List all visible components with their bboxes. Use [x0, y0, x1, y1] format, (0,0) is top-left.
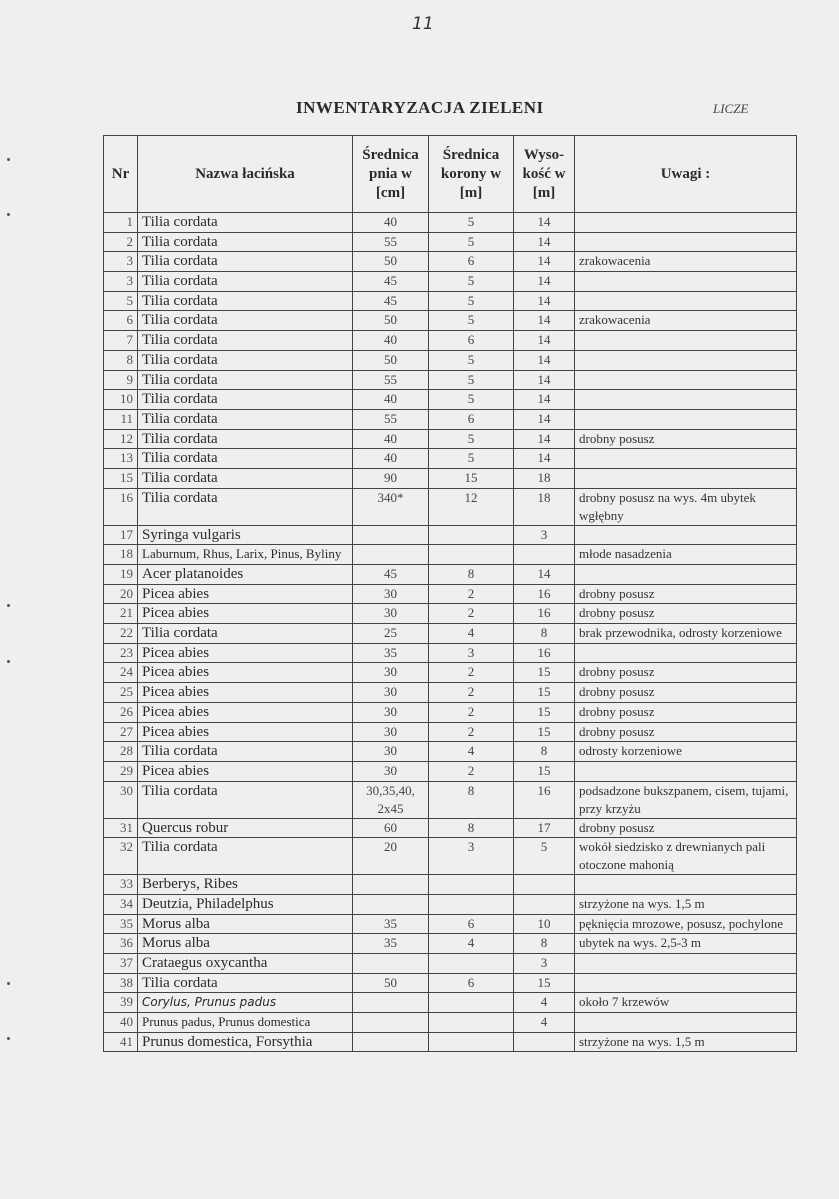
- cell-height: 17: [514, 818, 575, 838]
- cell-height: 14: [514, 350, 575, 370]
- cell-remarks: [575, 409, 797, 429]
- cell-crown-diameter: 5: [429, 291, 514, 311]
- cell-trunk-diameter: 40: [353, 390, 429, 410]
- cell-trunk-diameter: 45: [353, 565, 429, 585]
- header-trunk-diameter: Średnica pnia w [cm]: [353, 136, 429, 213]
- cell-latin-name: Tilia cordata: [138, 370, 353, 390]
- table-row: [104, 954, 797, 974]
- cell-trunk-diameter: 90: [353, 468, 429, 488]
- cell-height: 16: [514, 643, 575, 663]
- cell-latin-name: Morus alba: [138, 934, 353, 954]
- cell-height: 4: [514, 993, 575, 1013]
- table-row: [104, 875, 797, 895]
- cell-nr: 39: [104, 993, 138, 1013]
- table-row: [104, 232, 797, 252]
- cell-height: 16: [514, 781, 575, 818]
- table-row: [104, 350, 797, 370]
- cell-remarks: drobny posusz: [575, 429, 797, 449]
- cell-latin-name: Picea abies: [138, 663, 353, 683]
- margin-mark: [7, 982, 10, 985]
- cell-nr: 10: [104, 390, 138, 410]
- cell-crown-diameter: 5: [429, 232, 514, 252]
- cell-latin-name: Prunus domestica, Forsythia: [138, 1032, 353, 1052]
- table-row: [104, 272, 797, 292]
- cell-height: 15: [514, 761, 575, 781]
- cell-latin-name: Prunus padus, Prunus domestica: [138, 1013, 353, 1033]
- cell-latin-name: Tilia cordata: [138, 449, 353, 469]
- cell-remarks: odrosty korzeniowe: [575, 742, 797, 762]
- cell-crown-diameter: 8: [429, 818, 514, 838]
- cell-height: [514, 1032, 575, 1052]
- table-row: [104, 761, 797, 781]
- cell-remarks: około 7 krzewów: [575, 993, 797, 1013]
- cell-nr: 7: [104, 331, 138, 351]
- cell-height: 3: [514, 525, 575, 545]
- cell-trunk-diameter: 60: [353, 818, 429, 838]
- cell-trunk-diameter: 30: [353, 761, 429, 781]
- cell-remarks: młode nasadzenia: [575, 545, 797, 565]
- cell-trunk-diameter: 40: [353, 331, 429, 351]
- cell-crown-diameter: 5: [429, 449, 514, 469]
- cell-crown-diameter: 8: [429, 565, 514, 585]
- cell-trunk-diameter: [353, 875, 429, 895]
- cell-nr: 25: [104, 683, 138, 703]
- cell-nr: 30: [104, 781, 138, 818]
- cell-nr: 19: [104, 565, 138, 585]
- cell-trunk-diameter: 35: [353, 914, 429, 934]
- cell-latin-name: Picea abies: [138, 683, 353, 703]
- cell-remarks: strzyżone na wys. 1,5 m: [575, 894, 797, 914]
- cell-crown-diameter: [429, 545, 514, 565]
- document-title: INWENTARYZACJA ZIELENI: [296, 98, 544, 117]
- cell-trunk-diameter: 55: [353, 232, 429, 252]
- margin-mark: [7, 660, 10, 663]
- table-row: [104, 409, 797, 429]
- cell-latin-name: Deutzia, Philadelphus: [138, 894, 353, 914]
- cell-height: 15: [514, 702, 575, 722]
- cell-nr: 20: [104, 584, 138, 604]
- table-row: [104, 1032, 797, 1052]
- cell-height: 14: [514, 311, 575, 331]
- cell-crown-diameter: [429, 954, 514, 974]
- table-row: [104, 722, 797, 742]
- cell-remarks: drobny posusz: [575, 702, 797, 722]
- cell-nr: 36: [104, 934, 138, 954]
- cell-trunk-diameter: 50: [353, 252, 429, 272]
- cell-nr: 12: [104, 429, 138, 449]
- cell-trunk-diameter: [353, 1032, 429, 1052]
- cell-crown-diameter: [429, 894, 514, 914]
- table-row: [104, 252, 797, 272]
- cell-latin-name: Crataegus oxycantha: [138, 954, 353, 974]
- cell-trunk-diameter: 55: [353, 409, 429, 429]
- cell-height: 15: [514, 722, 575, 742]
- cell-nr: 9: [104, 370, 138, 390]
- table-row: [104, 702, 797, 722]
- cell-trunk-diameter: 20: [353, 838, 429, 875]
- cell-latin-name: Tilia cordata: [138, 468, 353, 488]
- header-remarks: Uwagi :: [575, 136, 797, 213]
- table-row: [104, 818, 797, 838]
- table-row: [104, 311, 797, 331]
- cell-latin-name: Laburnum, Rhus, Larix, Pinus, Byliny: [138, 545, 353, 565]
- cell-nr: 33: [104, 875, 138, 895]
- cell-height: 10: [514, 914, 575, 934]
- cell-trunk-diameter: 30: [353, 683, 429, 703]
- cell-latin-name: Tilia cordata: [138, 350, 353, 370]
- cell-height: 14: [514, 213, 575, 233]
- table-row: [104, 488, 797, 525]
- cell-remarks: [575, 390, 797, 410]
- cell-latin-name: Picea abies: [138, 702, 353, 722]
- cell-crown-diameter: 6: [429, 914, 514, 934]
- cell-trunk-diameter: 40: [353, 213, 429, 233]
- cell-crown-diameter: [429, 1013, 514, 1033]
- table-row: [104, 604, 797, 624]
- cell-trunk-diameter: 30: [353, 584, 429, 604]
- cell-trunk-diameter: 30: [353, 722, 429, 742]
- cell-trunk-diameter: 50: [353, 973, 429, 993]
- cell-trunk-diameter: 50: [353, 311, 429, 331]
- cell-crown-diameter: 5: [429, 370, 514, 390]
- cell-height: 16: [514, 604, 575, 624]
- table-row: [104, 973, 797, 993]
- cell-remarks: [575, 291, 797, 311]
- cell-nr: 16: [104, 488, 138, 525]
- cell-nr: 11: [104, 409, 138, 429]
- cell-remarks: [575, 565, 797, 585]
- cell-trunk-diameter: 35: [353, 934, 429, 954]
- cell-remarks: [575, 232, 797, 252]
- cell-crown-diameter: 12: [429, 488, 514, 525]
- table-row: [104, 683, 797, 703]
- cell-trunk-diameter: 25: [353, 624, 429, 644]
- cell-trunk-diameter: 55: [353, 370, 429, 390]
- cell-height: 3: [514, 954, 575, 974]
- cell-crown-diameter: 5: [429, 350, 514, 370]
- cell-remarks: [575, 643, 797, 663]
- cell-trunk-diameter: [353, 894, 429, 914]
- cell-crown-diameter: [429, 993, 514, 1013]
- cell-remarks: ubytek na wys. 2,5-3 m: [575, 934, 797, 954]
- cell-latin-name: Acer platanoides: [138, 565, 353, 585]
- cell-nr: 17: [104, 525, 138, 545]
- table-row: [104, 449, 797, 469]
- table-row: [104, 213, 797, 233]
- cell-crown-diameter: 5: [429, 311, 514, 331]
- cell-remarks: drobny posusz na wys. 4m ubytek wgłębny: [575, 488, 797, 525]
- cell-trunk-diameter: 45: [353, 272, 429, 292]
- cell-height: 18: [514, 488, 575, 525]
- cell-trunk-diameter: 30: [353, 663, 429, 683]
- header-nr: Nr: [104, 136, 138, 213]
- table-row: [104, 643, 797, 663]
- cell-nr: 38: [104, 973, 138, 993]
- table-row: [104, 781, 797, 818]
- cell-crown-diameter: 8: [429, 781, 514, 818]
- header-latin-name: Nazwa łacińska: [138, 136, 353, 213]
- cell-latin-name: Syringa vulgaris: [138, 525, 353, 545]
- cell-trunk-diameter: 30: [353, 604, 429, 624]
- cell-height: 14: [514, 409, 575, 429]
- cell-latin-name: Tilia cordata: [138, 232, 353, 252]
- cell-crown-diameter: 6: [429, 331, 514, 351]
- cell-trunk-diameter: 340*: [353, 488, 429, 525]
- cell-crown-diameter: 5: [429, 390, 514, 410]
- cell-height: 18: [514, 468, 575, 488]
- cell-height: 14: [514, 252, 575, 272]
- cell-remarks: [575, 761, 797, 781]
- cell-remarks: [575, 350, 797, 370]
- cell-remarks: [575, 213, 797, 233]
- cell-remarks: [575, 370, 797, 390]
- table-row: [104, 545, 797, 565]
- cell-nr: 26: [104, 702, 138, 722]
- margin-mark: [7, 1037, 10, 1040]
- cell-latin-name: Tilia cordata: [138, 429, 353, 449]
- cell-remarks: pęknięcia mrozowe, posusz, pochylone: [575, 914, 797, 934]
- margin-mark: [7, 604, 10, 607]
- cell-crown-diameter: 2: [429, 683, 514, 703]
- cell-crown-diameter: 5: [429, 213, 514, 233]
- cell-latin-name: Tilia cordata: [138, 390, 353, 410]
- cell-height: [514, 894, 575, 914]
- cell-remarks: drobny posusz: [575, 683, 797, 703]
- cell-crown-diameter: 6: [429, 409, 514, 429]
- cell-nr: 34: [104, 894, 138, 914]
- table-row: [104, 742, 797, 762]
- cell-remarks: drobny posusz: [575, 722, 797, 742]
- cell-crown-diameter: 4: [429, 742, 514, 762]
- cell-crown-diameter: 5: [429, 272, 514, 292]
- cell-latin-name: Tilia cordata: [138, 781, 353, 818]
- cell-latin-name: Tilia cordata: [138, 331, 353, 351]
- cell-crown-diameter: 3: [429, 838, 514, 875]
- cell-height: 8: [514, 742, 575, 762]
- cell-nr: 3: [104, 252, 138, 272]
- cell-crown-diameter: 2: [429, 761, 514, 781]
- cell-latin-name: Quercus robur: [138, 818, 353, 838]
- cell-trunk-diameter: [353, 545, 429, 565]
- cell-trunk-diameter: 30: [353, 702, 429, 722]
- cell-remarks: [575, 468, 797, 488]
- table-row: [104, 331, 797, 351]
- cell-height: 14: [514, 449, 575, 469]
- cell-remarks: drobny posusz: [575, 818, 797, 838]
- cell-crown-diameter: 4: [429, 624, 514, 644]
- cell-remarks: [575, 525, 797, 545]
- table-row: [104, 565, 797, 585]
- cell-latin-name: Berberys, Ribes: [138, 875, 353, 895]
- cell-height: 4: [514, 1013, 575, 1033]
- cell-remarks: zrakowacenia: [575, 311, 797, 331]
- cell-latin-name: Tilia cordata: [138, 252, 353, 272]
- cell-crown-diameter: 2: [429, 604, 514, 624]
- cell-nr: 37: [104, 954, 138, 974]
- cell-crown-diameter: 15: [429, 468, 514, 488]
- inventory-table: [103, 135, 797, 1052]
- cell-nr: 2: [104, 232, 138, 252]
- cell-trunk-diameter: [353, 954, 429, 974]
- table-header-row: [104, 136, 797, 213]
- cell-latin-name: Tilia cordata: [138, 272, 353, 292]
- cell-remarks: [575, 272, 797, 292]
- cell-nr: 3: [104, 272, 138, 292]
- margin-mark: [7, 213, 10, 216]
- cell-crown-diameter: 3: [429, 643, 514, 663]
- cell-latin-name: Tilia cordata: [138, 213, 353, 233]
- table-row: [104, 624, 797, 644]
- cell-nr: 41: [104, 1032, 138, 1052]
- cell-crown-diameter: 2: [429, 702, 514, 722]
- cell-remarks: zrakowacenia: [575, 252, 797, 272]
- cell-trunk-diameter: 40: [353, 429, 429, 449]
- cell-height: 14: [514, 565, 575, 585]
- cell-latin-name: Picea abies: [138, 643, 353, 663]
- cell-crown-diameter: [429, 1032, 514, 1052]
- cell-remarks: [575, 1013, 797, 1033]
- cell-height: 16: [514, 584, 575, 604]
- cell-trunk-diameter: [353, 1013, 429, 1033]
- cell-latin-name: Picea abies: [138, 604, 353, 624]
- table-row: [104, 894, 797, 914]
- cell-remarks: [575, 954, 797, 974]
- cell-height: 15: [514, 683, 575, 703]
- cell-nr: 23: [104, 643, 138, 663]
- cell-nr: 22: [104, 624, 138, 644]
- cell-crown-diameter: 6: [429, 973, 514, 993]
- cell-latin-name: Tilia cordata: [138, 488, 353, 525]
- cell-height: 14: [514, 390, 575, 410]
- table-row: [104, 838, 797, 875]
- table-row: [104, 663, 797, 683]
- cell-remarks: [575, 331, 797, 351]
- cell-height: 14: [514, 429, 575, 449]
- cell-latin-name: Tilia cordata: [138, 291, 353, 311]
- table-row: [104, 429, 797, 449]
- cell-remarks: [575, 449, 797, 469]
- cell-latin-name: Tilia cordata: [138, 624, 353, 644]
- cell-crown-diameter: 2: [429, 722, 514, 742]
- cell-height: 14: [514, 370, 575, 390]
- cell-latin-name: Picea abies: [138, 761, 353, 781]
- table-row: [104, 525, 797, 545]
- cell-nr: 24: [104, 663, 138, 683]
- cell-crown-diameter: 4: [429, 934, 514, 954]
- cell-remarks: strzyżone na wys. 1,5 m: [575, 1032, 797, 1052]
- cell-nr: 6: [104, 311, 138, 331]
- cell-remarks: drobny posusz: [575, 584, 797, 604]
- cell-remarks: brak przewodnika, odrosty korzeniowe: [575, 624, 797, 644]
- cell-height: 8: [514, 934, 575, 954]
- table-row: [104, 291, 797, 311]
- cell-latin-name: Tilia cordata: [138, 838, 353, 875]
- cell-latin-name: Tilia cordata: [138, 973, 353, 993]
- header-height: Wyso-kość w [m]: [514, 136, 575, 213]
- table-row: [104, 390, 797, 410]
- cell-trunk-diameter: [353, 993, 429, 1013]
- cell-latin-name: Picea abies: [138, 722, 353, 742]
- cell-trunk-diameter: 35: [353, 643, 429, 663]
- cell-nr: 32: [104, 838, 138, 875]
- cell-remarks: [575, 973, 797, 993]
- cell-nr: 18: [104, 545, 138, 565]
- location-label: LICZE: [713, 101, 749, 116]
- cell-nr: 29: [104, 761, 138, 781]
- cell-height: 5: [514, 838, 575, 875]
- cell-nr: 35: [104, 914, 138, 934]
- margin-mark: [7, 158, 10, 161]
- cell-crown-diameter: 2: [429, 584, 514, 604]
- header-crown-diameter: Średnica korony w [m]: [429, 136, 514, 213]
- cell-nr: 15: [104, 468, 138, 488]
- cell-nr: 28: [104, 742, 138, 762]
- table-row: [104, 1013, 797, 1033]
- cell-crown-diameter: 6: [429, 252, 514, 272]
- cell-height: 14: [514, 291, 575, 311]
- cell-nr: 40: [104, 1013, 138, 1033]
- cell-remarks: drobny posusz: [575, 663, 797, 683]
- cell-height: [514, 545, 575, 565]
- table-row: [104, 993, 797, 1013]
- table-row: [104, 468, 797, 488]
- cell-latin-name: Tilia cordata: [138, 742, 353, 762]
- cell-trunk-diameter: [353, 525, 429, 545]
- cell-height: 15: [514, 973, 575, 993]
- cell-trunk-diameter: 30,35,40, 2x45: [353, 781, 429, 818]
- page-number: 11: [412, 14, 434, 34]
- cell-latin-name: Tilia cordata: [138, 409, 353, 429]
- cell-remarks: drobny posusz: [575, 604, 797, 624]
- cell-nr: 8: [104, 350, 138, 370]
- table-row: [104, 914, 797, 934]
- cell-crown-diameter: 5: [429, 429, 514, 449]
- cell-height: 14: [514, 272, 575, 292]
- cell-trunk-diameter: 45: [353, 291, 429, 311]
- cell-latin-name: Picea abies: [138, 584, 353, 604]
- cell-remarks: [575, 875, 797, 895]
- cell-nr: 1: [104, 213, 138, 233]
- cell-latin-name: Corylus, Prunus padus: [138, 993, 353, 1013]
- cell-nr: 27: [104, 722, 138, 742]
- cell-crown-diameter: [429, 525, 514, 545]
- cell-nr: 31: [104, 818, 138, 838]
- cell-height: 14: [514, 331, 575, 351]
- cell-nr: 21: [104, 604, 138, 624]
- table-row: [104, 370, 797, 390]
- cell-crown-diameter: 2: [429, 663, 514, 683]
- cell-nr: 13: [104, 449, 138, 469]
- cell-trunk-diameter: 30: [353, 742, 429, 762]
- cell-latin-name: Morus alba: [138, 914, 353, 934]
- table-row: [104, 584, 797, 604]
- cell-trunk-diameter: 50: [353, 350, 429, 370]
- cell-latin-name: Tilia cordata: [138, 311, 353, 331]
- cell-height: 8: [514, 624, 575, 644]
- cell-trunk-diameter: 40: [353, 449, 429, 469]
- table-row: [104, 934, 797, 954]
- cell-crown-diameter: [429, 875, 514, 895]
- cell-height: 14: [514, 232, 575, 252]
- cell-height: [514, 875, 575, 895]
- cell-nr: 5: [104, 291, 138, 311]
- cell-remarks: podsadzone bukszpanem, cisem, tujami, przy krzyżu: [575, 781, 797, 818]
- cell-remarks: wokół siedzisko z drewnianych pali otoczone mahonią: [575, 838, 797, 875]
- cell-height: 15: [514, 663, 575, 683]
